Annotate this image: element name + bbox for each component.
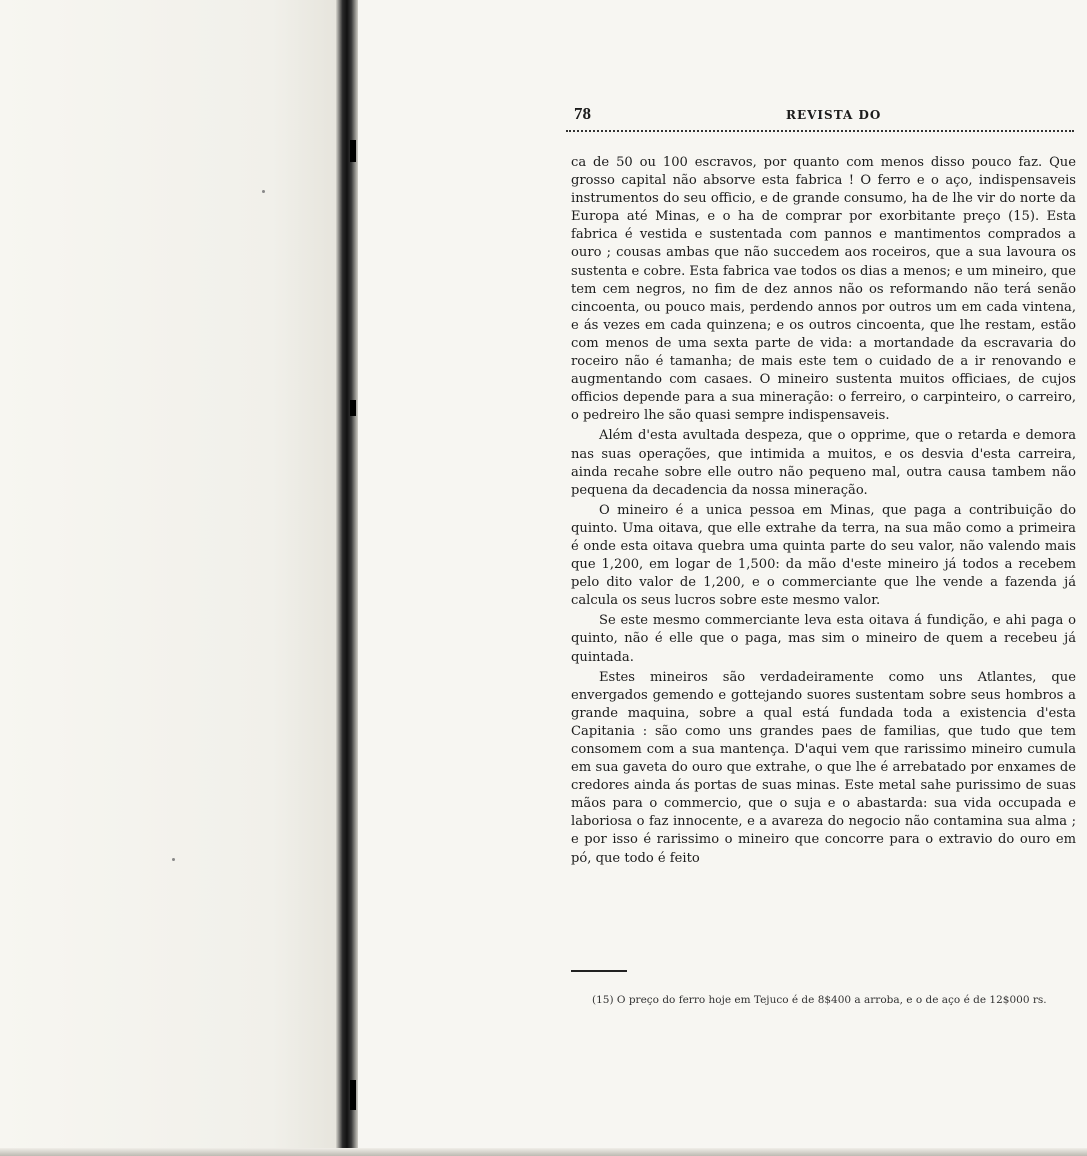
- header-rule: [566, 127, 1074, 132]
- page-number: 78: [574, 104, 591, 123]
- body-text: [571, 154, 1076, 954]
- footnote-rule: [571, 970, 627, 972]
- binding-mark: [350, 400, 356, 416]
- footnote: (15) O preço do ferro hoje em Tejuco é de 8$400 a arroba, e o de aço é de 12$000 rs.: [592, 994, 1047, 1006]
- paragraph: Se este mesmo commerciante leva esta oitava á fundição, e ahi paga o quinto, não é elle que o paga, mas sim o mineiro de quem a recebeu já quintada.: [571, 613, 1076, 665]
- paragraph: Estes mineiros são verdadeiramente como uns Atlantes, que envergados gemendo e gottejando suores sustentam sobre seus hombros a grande maquina, sobre a qual está fundada toda a existencia d'esta Capitania : são como uns grandes paes de familias, que tudo que tem consomem com a sua mantença. D'aqui vem que rarissimo mineiro cumula em sua gaveta do ouro que extrahe, o que lhe é arrebatado por enxames de credores ainda ás portas de suas minas. Este metal sahe purissimo de suas mãos para o commercio, que o suja e o abastarda: sua vida occupada e laboriosa o faz innocente, e a avareza do negocio não contamina sua alma ; e por isso é rarissimo o mineiro que concorre para o extravio do ouro em pó, que todo é feito: [571, 669, 1076, 866]
- left-page: [0, 0, 340, 1156]
- paper-speck: [172, 858, 175, 861]
- running-head: [574, 104, 1074, 126]
- paragraph: Além d'esta avultada despeza, que o opprime, que o retarda e demora nas suas operações, que intimida a muitos, e os desvia d'esta carreira, ainda recahe sobre elle outro não pequeno mal, outra causa tambem não pequena da decadencia da nossa mineração.: [571, 428, 1076, 498]
- binding-mark: [350, 1080, 356, 1110]
- journal-title: REVISTA DO: [786, 108, 882, 122]
- paragraph: ca de 50 ou 100 escravos, por quanto com menos disso pouco faz. Que grosso capital não absorve esta fabrica ! O ferro e o aço, indispensaveis instrumentos do seu officio, e de grande consumo, ha de lhe vir do norte da Europa até Minas, e o ha de comprar por exorbitante preço (15). Esta fabrica é vestida e sustentada com pannos e mantimentos comprados a ouro ; cousas ambas que não succedem aos roceiros, que a sua lavoura os sustenta e cobre. Esta fabrica vae todos os dias a menos; e um mineiro, que tem cem negros, no fim de dez annos não os reformando não terá senão cincoenta, ou pouco mais, perdendo annos por outros um em cada vintena, e ás vezes em cada quinzena; e os outros cincoenta, que lhe restam, estão com menos de uma sexta parte de vida: a mortandade da escravaria do roceiro não é tamanha; de mais este tem o cuidado de a ir renovando e augmentando com casaes. O mineiro sustenta muitos officiaes, de cujos officios depende para a sua mineração: o ferreiro, o carpinteiro, o carreiro, o pedreiro lhe são quasi sempre indispensaveis.: [571, 155, 1076, 424]
- paper-speck: [262, 190, 265, 193]
- scan-bottom-edge: [0, 1148, 1087, 1156]
- paragraph: O mineiro é a unica pessoa em Minas, que paga a contribuição do quinto. Uma oitava, que elle extrahe da terra, na sua mão como a primeira é onde esta oitava quebra uma quinta parte do seu valor, não valendo mais que 1,200, em logar de 1,500: da mão d'este mineiro já todos a recebem pelo dito valor de 1,200, e o commerciante que lhe vende a fazenda já calcula os seus lucros sobre este mesmo valor.: [571, 502, 1076, 609]
- binding-mark: [350, 140, 356, 162]
- book-binding-gutter: [336, 0, 358, 1156]
